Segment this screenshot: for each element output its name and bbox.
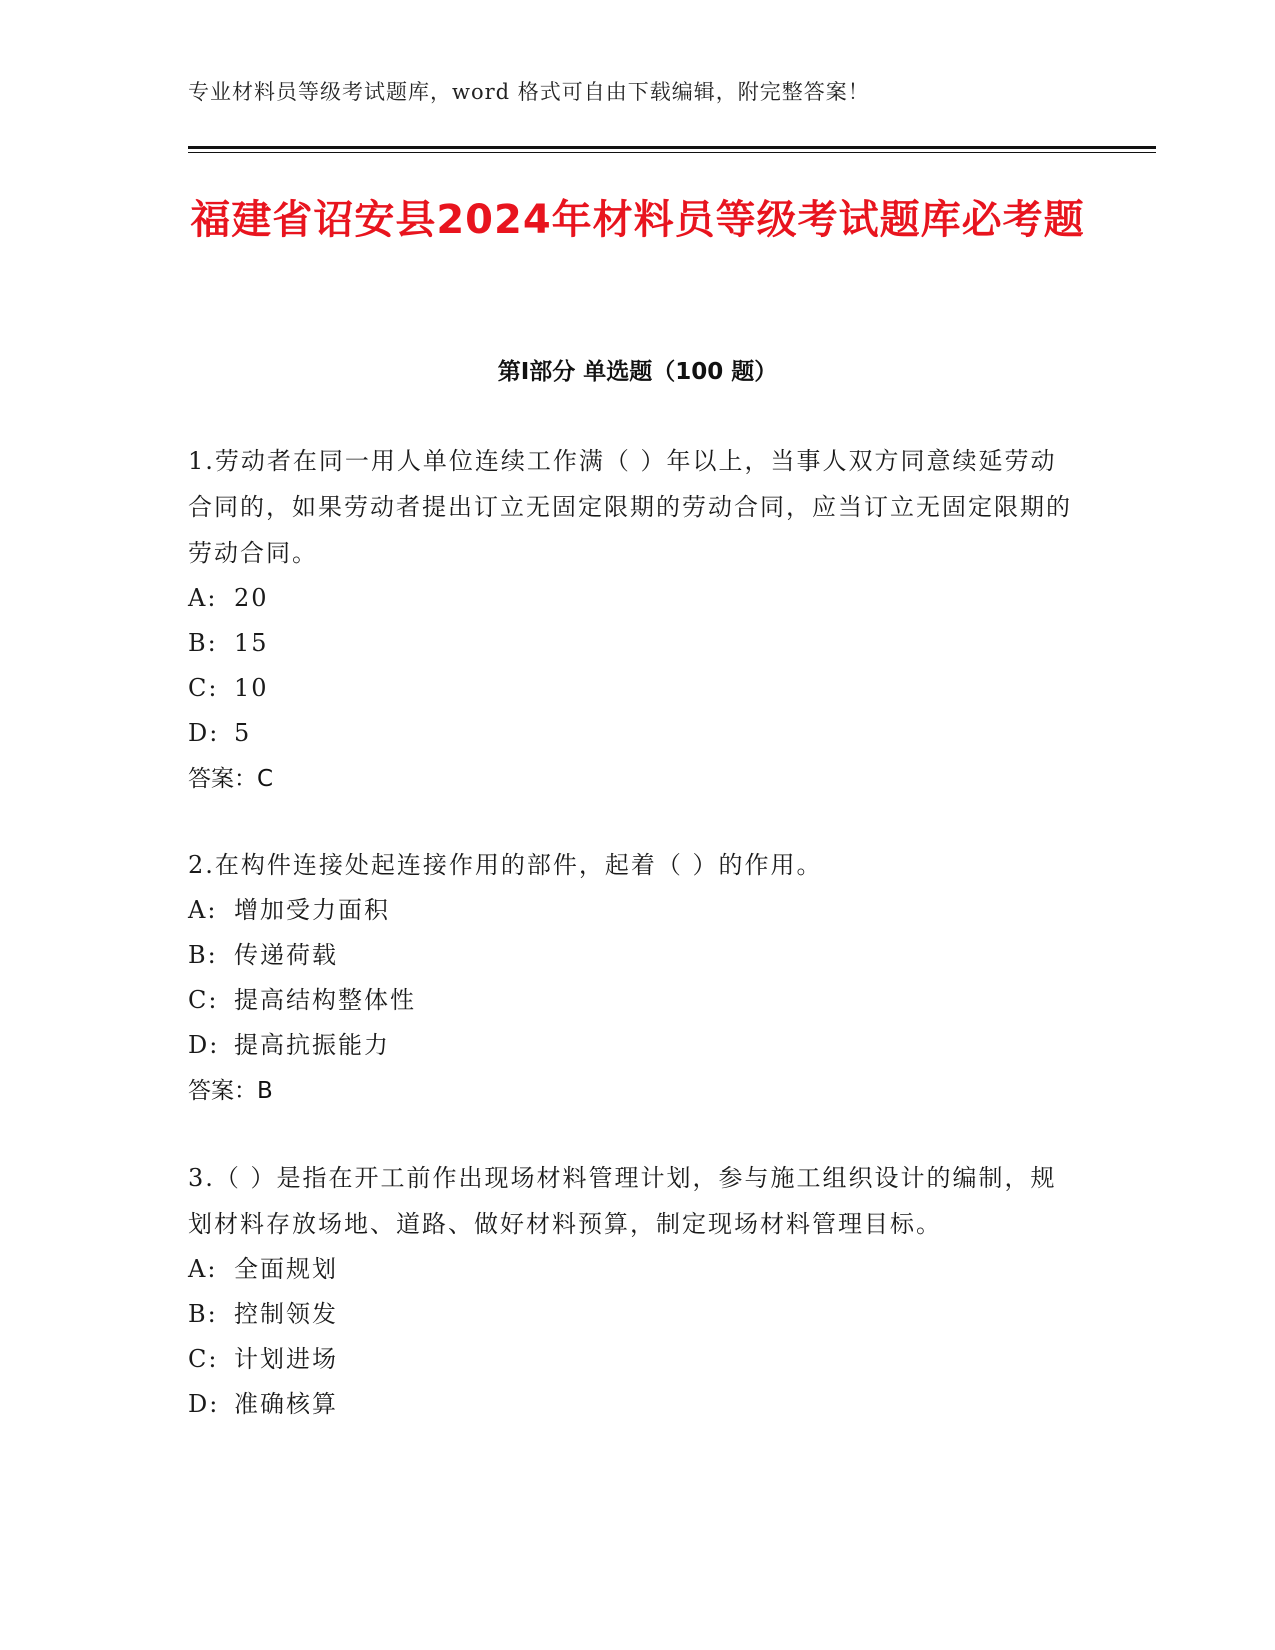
option-letter: A: [188, 584, 218, 612]
option-letter: B: [188, 941, 218, 969]
option-text: 10 [234, 674, 269, 702]
option-b [188, 621, 1078, 666]
option-c [188, 1337, 1078, 1382]
option-letter: A: [188, 896, 218, 924]
question-3 [188, 1155, 1078, 1427]
header-rule-thick [188, 146, 1156, 149]
option-letter: B: [188, 629, 218, 657]
question-2 [188, 842, 1078, 1114]
option-b [188, 1292, 1078, 1337]
option-text: 控制领发 [234, 1300, 338, 1328]
document-title: 福建省诏安县2024年材料员等级考试题库必考题 [190, 197, 1085, 243]
option-d [188, 1382, 1078, 1427]
option-a [188, 888, 1078, 933]
option-letter: C: [188, 986, 219, 1014]
option-letter: B: [188, 1300, 218, 1328]
option-letter: D: [188, 719, 220, 747]
option-text: 传递荷载 [234, 941, 338, 969]
answer: 答案：C [188, 766, 274, 792]
answer: 答案：B [188, 1078, 273, 1104]
question-1 [188, 438, 1078, 802]
option-text: 提高结构整体性 [234, 986, 416, 1014]
header-rule-thin [188, 152, 1156, 153]
option-c [188, 666, 1078, 711]
option-d [188, 1023, 1078, 1068]
option-b [188, 933, 1078, 978]
option-d [188, 711, 1078, 756]
option-a [188, 1247, 1078, 1292]
option-text: 计划进场 [234, 1345, 338, 1373]
option-text: 15 [234, 629, 269, 657]
option-text: 提高抗振能力 [234, 1031, 390, 1059]
option-text: 20 [234, 584, 269, 612]
option-text: 准确核算 [234, 1390, 338, 1418]
section-title: 第Ⅰ部分 单选题（100 题） [497, 359, 778, 385]
option-a [188, 576, 1078, 621]
option-text: 全面规划 [234, 1255, 338, 1283]
option-c [188, 978, 1078, 1023]
option-letter: C: [188, 674, 219, 702]
option-letter: A: [188, 1255, 218, 1283]
option-letter: D: [188, 1031, 220, 1059]
option-text: 增加受力面积 [234, 896, 390, 924]
question-text: 1.劳动者在同一用人单位连续工作满（ ）年以上，当事人双方同意续延劳动合同的，如果劳动者提出订立无固定限期的劳动合同，应当订立无固定限期的劳动合同。 [188, 447, 1072, 567]
question-text: 3.（ ）是指在开工前作出现场材料管理计划，参与施工组织设计的编制，规划材料存放场地、道路、做好材料预算，制定现场材料管理目标。 [188, 1164, 1057, 1238]
option-letter: C: [188, 1345, 219, 1373]
option-letter: D: [188, 1390, 220, 1418]
option-text: 5 [234, 719, 252, 747]
header-note: 专业材料员等级考试题库，word 格式可自由下载编辑，附完整答案！ [188, 80, 870, 104]
question-text: 2.在构件连接处起连接作用的部件，起着（ ）的作用。 [188, 851, 823, 879]
